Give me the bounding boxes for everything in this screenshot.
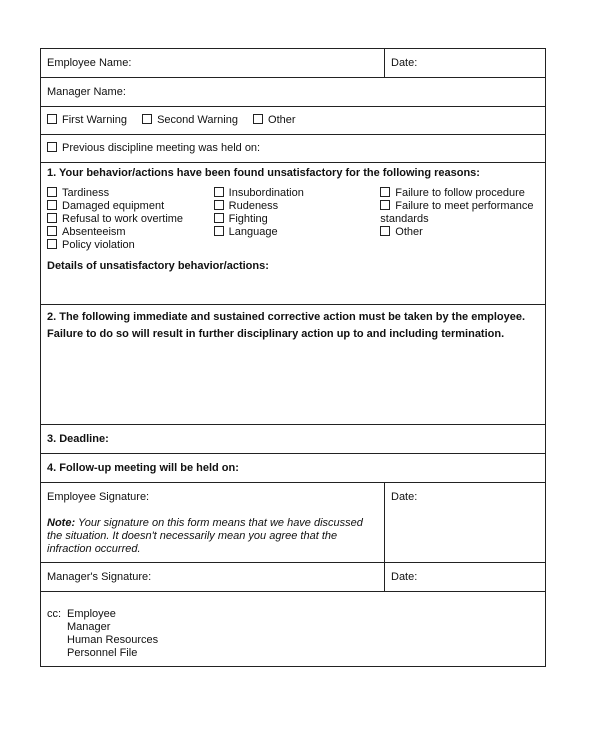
- employee-signature-field[interactable]: [41, 483, 385, 562]
- checkbox-icon[interactable]: [47, 239, 57, 249]
- section-1-title: 1. Your behavior/actions have been found unsatisfactory for the following reasons:: [47, 167, 480, 179]
- first-warning-label: First Warning: [62, 114, 127, 126]
- checkbox-icon[interactable]: [47, 226, 57, 236]
- manager-name-label: Manager Name:: [47, 86, 126, 98]
- second-warning-option[interactable]: [142, 114, 238, 126]
- first-warning-option[interactable]: [47, 114, 127, 126]
- employee-name-field[interactable]: [41, 49, 385, 77]
- section-2[interactable]: [41, 305, 545, 425]
- other-warning-label: Other: [268, 114, 296, 126]
- checkbox-icon[interactable]: [47, 200, 57, 210]
- checkbox-icon[interactable]: [214, 213, 224, 223]
- employee-name-row: [41, 49, 545, 78]
- note-text: Your signature on this form means that we have discussed the situation. It doesn't necessarily mean you agree that the infraction occurred.: [47, 517, 363, 555]
- section-4-title: 4. Follow-up meeting will be held on:: [47, 462, 239, 474]
- reason-policy-violation[interactable]: [47, 239, 214, 252]
- manager-signature-row: [41, 563, 545, 592]
- manager-signature-date-field[interactable]: [385, 563, 545, 591]
- cc-section: [41, 592, 545, 666]
- employee-name-label: Employee Name:: [47, 57, 132, 69]
- warning-type-row: [41, 107, 545, 135]
- cc-recipient: Human Resources: [67, 634, 159, 646]
- reasons-column-2: [214, 187, 381, 252]
- section-2-title-line-1: 2. The following immediate and sustained corrective action must be taken by the employee.: [47, 311, 526, 323]
- checkbox-icon[interactable]: [47, 114, 57, 124]
- disciplinary-form: [40, 48, 546, 667]
- cc-recipient: Employee: [67, 608, 116, 620]
- cc-recipients: [67, 608, 158, 660]
- reason-label: Refusal to work overtime: [62, 213, 184, 225]
- reason-label: Insubordination: [228, 187, 304, 199]
- note-label: Note:: [47, 517, 76, 529]
- reason-label: Damaged equipment: [62, 200, 165, 212]
- cc-recipient: Manager: [67, 621, 111, 633]
- checkbox-icon[interactable]: [214, 226, 224, 236]
- reason-label: Language: [228, 226, 278, 238]
- date-field[interactable]: [385, 49, 545, 77]
- reason-label: Other: [395, 226, 423, 238]
- reason-label: Failure to follow procedure: [395, 187, 525, 199]
- reason-rudeness[interactable]: [214, 200, 381, 213]
- reason-tardiness[interactable]: [47, 187, 214, 200]
- checkbox-icon[interactable]: [214, 187, 224, 197]
- checkbox-icon[interactable]: [253, 114, 263, 124]
- cc-label: cc:: [47, 608, 62, 620]
- checkbox-icon[interactable]: [380, 187, 390, 197]
- reason-label: Fighting: [228, 213, 268, 225]
- second-warning-label: Second Warning: [157, 114, 238, 126]
- section-3-deadline[interactable]: [41, 425, 545, 454]
- section-3-title: 3. Deadline:: [47, 433, 109, 445]
- reason-failure-procedure[interactable]: [380, 187, 539, 200]
- reasons-grid: [47, 187, 539, 252]
- date-label: Date:: [391, 571, 418, 583]
- reason-label: Tardiness: [62, 187, 110, 199]
- employee-signature-label: Employee Signature:: [47, 491, 150, 503]
- manager-name-field[interactable]: [41, 78, 545, 107]
- checkbox-icon[interactable]: [142, 114, 152, 124]
- reason-insubordination[interactable]: [214, 187, 381, 200]
- employee-signature-row: [41, 483, 545, 563]
- reason-other[interactable]: [380, 226, 539, 239]
- other-warning-option[interactable]: [253, 114, 296, 126]
- date-label: Date:: [391, 491, 418, 503]
- checkbox-icon[interactable]: [47, 142, 57, 152]
- reason-damaged-equipment[interactable]: [47, 200, 214, 213]
- reason-label: Rudeness: [228, 200, 279, 212]
- previous-meeting-option[interactable]: [41, 135, 545, 163]
- checkbox-icon[interactable]: [47, 213, 57, 223]
- reason-failure-performance[interactable]: [380, 200, 539, 226]
- date-label: Date:: [391, 57, 418, 69]
- checkbox-icon[interactable]: [214, 200, 224, 210]
- employee-signature-date-field[interactable]: [385, 483, 545, 562]
- reason-label: Failure to meet performance standards: [380, 200, 534, 225]
- cc-recipient: Personnel File: [67, 647, 138, 659]
- checkbox-icon[interactable]: [47, 187, 57, 197]
- checkbox-icon[interactable]: [380, 226, 390, 236]
- details-label: Details of unsatisfactory behavior/actions:: [47, 260, 269, 272]
- previous-meeting-label: Previous discipline meeting was held on:: [62, 142, 261, 154]
- manager-signature-label: Manager's Signature:: [47, 571, 152, 583]
- section-2-title-line-2: Failure to do so will result in further disciplinary action up to and including termination.: [47, 328, 505, 340]
- section-4-followup[interactable]: [41, 454, 545, 483]
- manager-signature-field[interactable]: [41, 563, 385, 591]
- section-1: [41, 163, 545, 305]
- cc-list: [47, 608, 539, 660]
- reasons-column-3: [380, 187, 539, 252]
- checkbox-icon[interactable]: [380, 200, 390, 210]
- reason-label: Policy violation: [62, 239, 135, 251]
- reason-label: Absenteeism: [62, 226, 126, 238]
- reason-refusal-overtime[interactable]: [47, 213, 214, 226]
- reason-absenteeism[interactable]: [47, 226, 214, 239]
- reason-fighting[interactable]: [214, 213, 381, 226]
- reason-language[interactable]: [214, 226, 381, 239]
- signature-note: [47, 517, 378, 556]
- reasons-column-1: [47, 187, 214, 252]
